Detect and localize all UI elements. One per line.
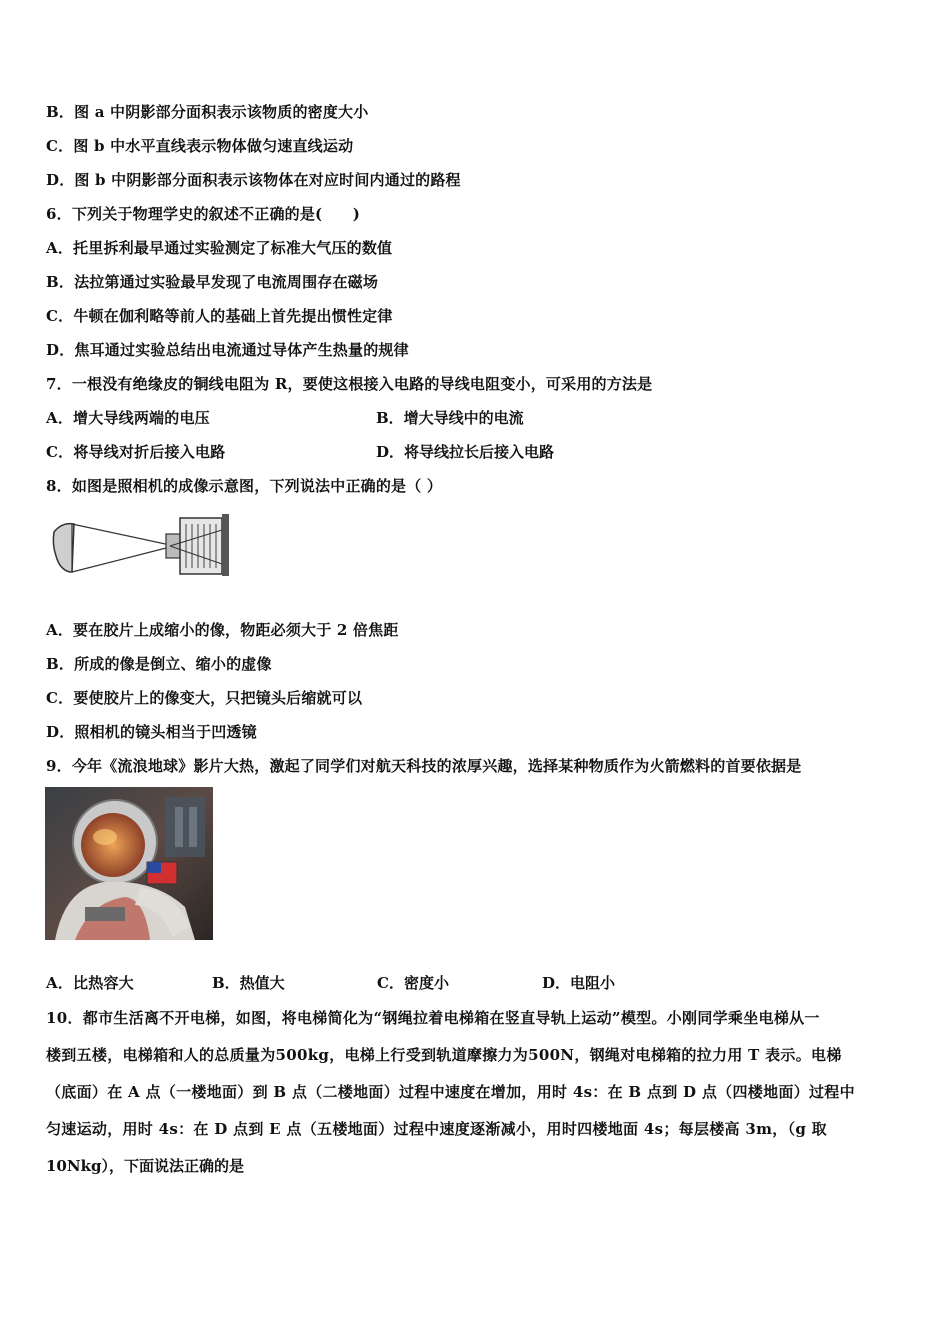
q6-option-b: B．法拉第通过实验最早发现了电流周围存在磁场 [46,273,379,291]
q10-line-5: 10Nkg），下面说法正确的是 [46,1157,244,1175]
q8-stem: 8．如图是照相机的成像示意图，下列说法中正确的是（ ） [46,477,443,495]
astronaut-photo [45,787,213,940]
q5-option-c: C．图 b 中水平直线表示物体做匀速直线运动 [46,137,354,155]
q8-option-b: B．所成的像是倒立、缩小的虚像 [46,655,272,673]
q7-option-c: C．将导线对折后接入电路 [46,443,226,461]
q10-line-2: 楼到五楼，电梯箱和人的总质量为500kg，电梯上行受到轨道摩擦力为500N，钢绳对电梯箱的拉力用 T 表示。电梯 [46,1046,842,1064]
q10-line-1: 10．都市生活离不开电梯，如图，将电梯简化为“钢绳拉着电梯箱在竖直导轨上运动”模型。小刚同学乘坐电梯从一 [46,1009,820,1027]
q9-option-b: B．热值大 [212,974,285,992]
q6-option-a: A．托里拆利最早通过实验测定了标准大气压的数值 [46,239,393,257]
q10-line-4: 匀速运动，用时 4s：在 D 点到 E 点（五楼地面）过程中速度逐渐减小，用时四楼地面 4s；每层楼高 3m，（g 取 [46,1120,827,1138]
q6-stem: 6．下列关于物理学史的叙述不正确的是( ) [46,205,361,223]
q7-stem: 7．一根没有绝缘皮的铜线电阻为 R，要使这根接入电路的导线电阻变小，可采用的方法是 [46,375,653,393]
camera-imaging-figure [50,510,232,580]
q6-option-c: C．牛顿在伽利略等前人的基础上首先提出惯性定律 [46,307,393,325]
q5-option-d: D．图 b 中阴影部分面积表示该物体在对应时间内通过的路程 [46,171,461,189]
q9-option-a: A．比热容大 [46,974,134,992]
q7-option-b: B．增大导线中的电流 [376,409,524,427]
q10-line-3: （底面）在 A 点（一楼地面）到 B 点（二楼地面）过程中速度在增加，用时 4s：在 B 点到 D 点（四楼地面）过程中 [46,1083,855,1101]
q9-option-c: C．密度小 [377,974,449,992]
q9-stem: 9．今年《流浪地球》影片大热，激起了同学们对航天科技的浓厚兴趣，选择某种物质作为火箭燃料的首要依据是 [46,757,802,775]
q8-option-c: C．要使胶片上的像变大，只把镜头后缩就可以 [46,689,363,707]
q7-option-a: A．增大导线两端的电压 [46,409,210,427]
q9-option-d: D．电阻小 [542,974,616,992]
q5-option-b: B．图 a 中阴影部分面积表示该物质的密度大小 [46,103,369,121]
q8-option-d: D．照相机的镜头相当于凹透镜 [46,723,257,741]
q8-option-a: A．要在胶片上成缩小的像，物距必须大于 2 倍焦距 [46,621,399,639]
q7-option-d: D．将导线拉长后接入电路 [376,443,555,461]
q6-option-d: D．焦耳通过实验总结出电流通过导体产生热量的规律 [46,341,409,359]
